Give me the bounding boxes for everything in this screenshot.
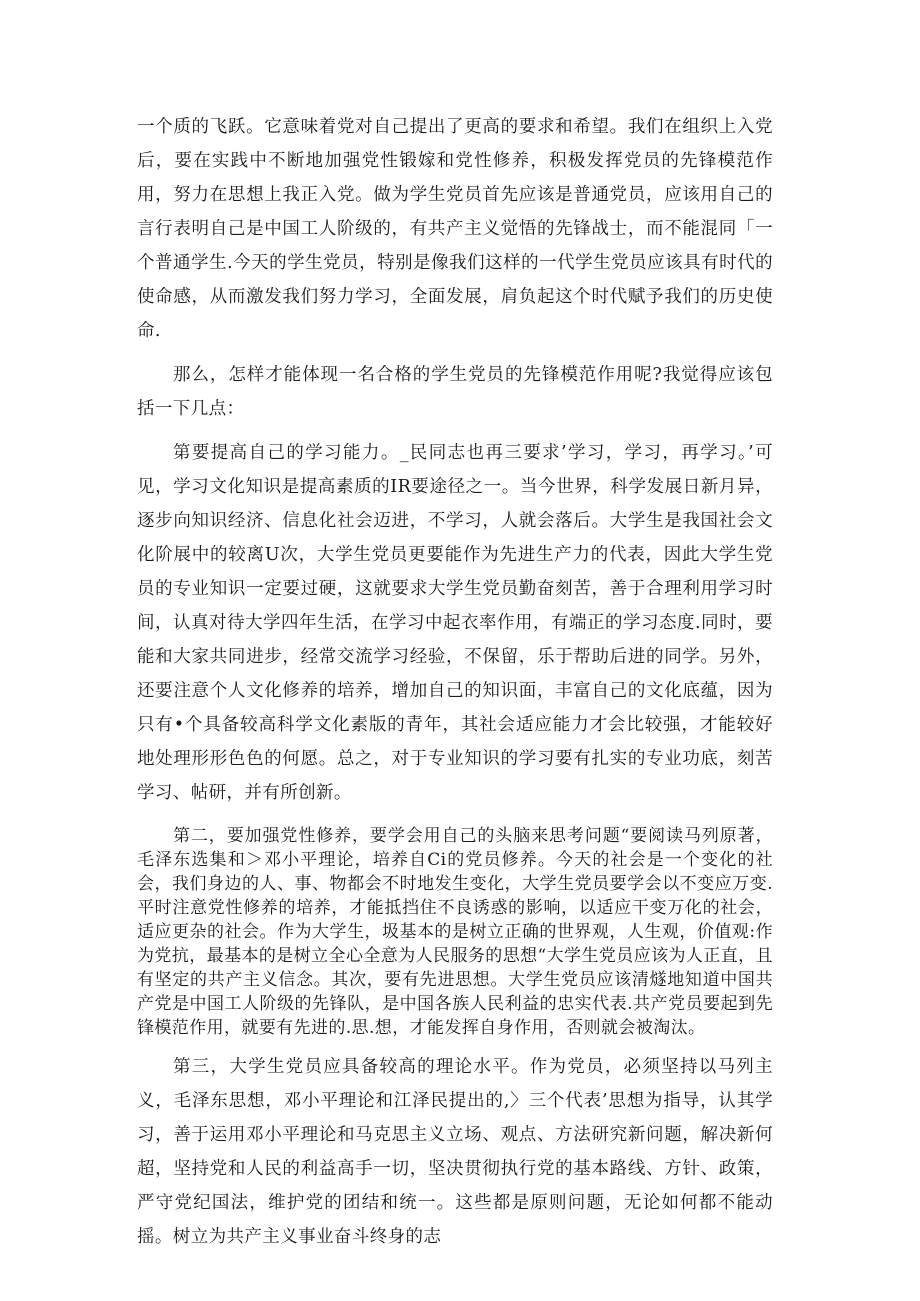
paragraph-question: 那么，怎样才能体现一名合格的学生党员的先锋模范作用呢?我觉得应该包括一下几点：	[137, 365, 773, 419]
paragraph-point-one: 第要提高自己的学习能力。_民同志也再三要求’学习，学习，再学习。’可见，学习文化知识是提高素质的IR要途径之一。当今世界，科学发展日新月异，逐步向知识经济、信息化社会迈进，不学习，人就会落后。大学生是我国社会文化阶展中的较离U次，大学生党员更要能作为先进生产力的代表，因此大学生党员的专业知识一定要过硬，这就要求大学生党员勤奋刻苦，善于合理利用学习时间，认真对待大学四年生活，在学习中起衣率作用，有端正的学习态度.同时，要能和大家共同进步，经常交流学习经验，不保留，乐于帮助后进的同学。另外，还要注意个人文化修养的培养，增加自己的知识面，丰富自己的文化底蕴，因为只有•个具备较高科学文化素版的青年，其社会适应能力才会比较强，才能较好地处理形形色色的何愿。总之，对于专业知识的学习要有扎实的专业功底，刻苦学习、帖研，并有所创新。	[137, 443, 773, 803]
paragraph-point-three: 第三，大学生党员应具备较高的理论水平。作为党员，必须坚持以马列主义，毛泽东思想，邓小平理论和江泽民提出的,〉三个代表’思想为指导，认其学习，善于运用邓小平理论和马克思主义立场、观点、方法研究新问题，解决新何超，坚持党和人民的利益高手一切，坚决贯彻执行党的基本路线、方针、政策，严守党纪国法，维护党的团结和统一。这些都是原则问题，无论如何都不能动摇。树立为共产主义事业奋斗终身的志	[137, 1057, 773, 1247]
document-page	[137, 110, 773, 1254]
paragraph-continuation: 一个质的飞跃。它意味着党对自己提出了更高的要求和希望。我们在组织上入党后，要在实践中不断地加强党性锻嫁和党性修养，积极发挥党员的先锋模范作用，努力在思想上我正入党。做为学生党员首先应该是普通党员，应该用自己的言行表明自己是中国工人阶级的，有共产主义觉悟的先锋战士，而不能混同「一个普通学生.今天的学生党员，特别是像我们这样的一代学生党员应该具有时代的使命感，从而激发我们努力学习，全面发展，肩负起这个时代赋予我们的历史使命.	[137, 117, 773, 341]
paragraph-point-two: 第二，要加强党性修养，要学会用自己的头脑来思考问题“要阅读马列原著，毛泽东选集和＞邓小平理论，培养自Ci的党员修养。今天的社会是一个变化的社会，我们身边的人、事、物都会不时地发生变化，大学生党员要学会以不变应万变.平时注意党性修养的培养，才能抵挡住不良诱惑的影响，以适应干变万化的社会，适应更杂的社会。作为大学生，圾基本的是树立正确的世界观，人生观，价值观:作为党抗，最基本的是树立全心全意为人民服务的思想“大学生党员应该为人正直，且有坚定的共产主义信念。其次，要有先进思想。大学生党员应该清燧地知道中国共产党是中国工人阶级的先锋队，是中国各族人民利益的忠实代表.共产党员要起到先锋模范作用，就要有先进的.思.想，才能发挥自身作用，否则就会被淘汰。	[137, 826, 773, 1038]
